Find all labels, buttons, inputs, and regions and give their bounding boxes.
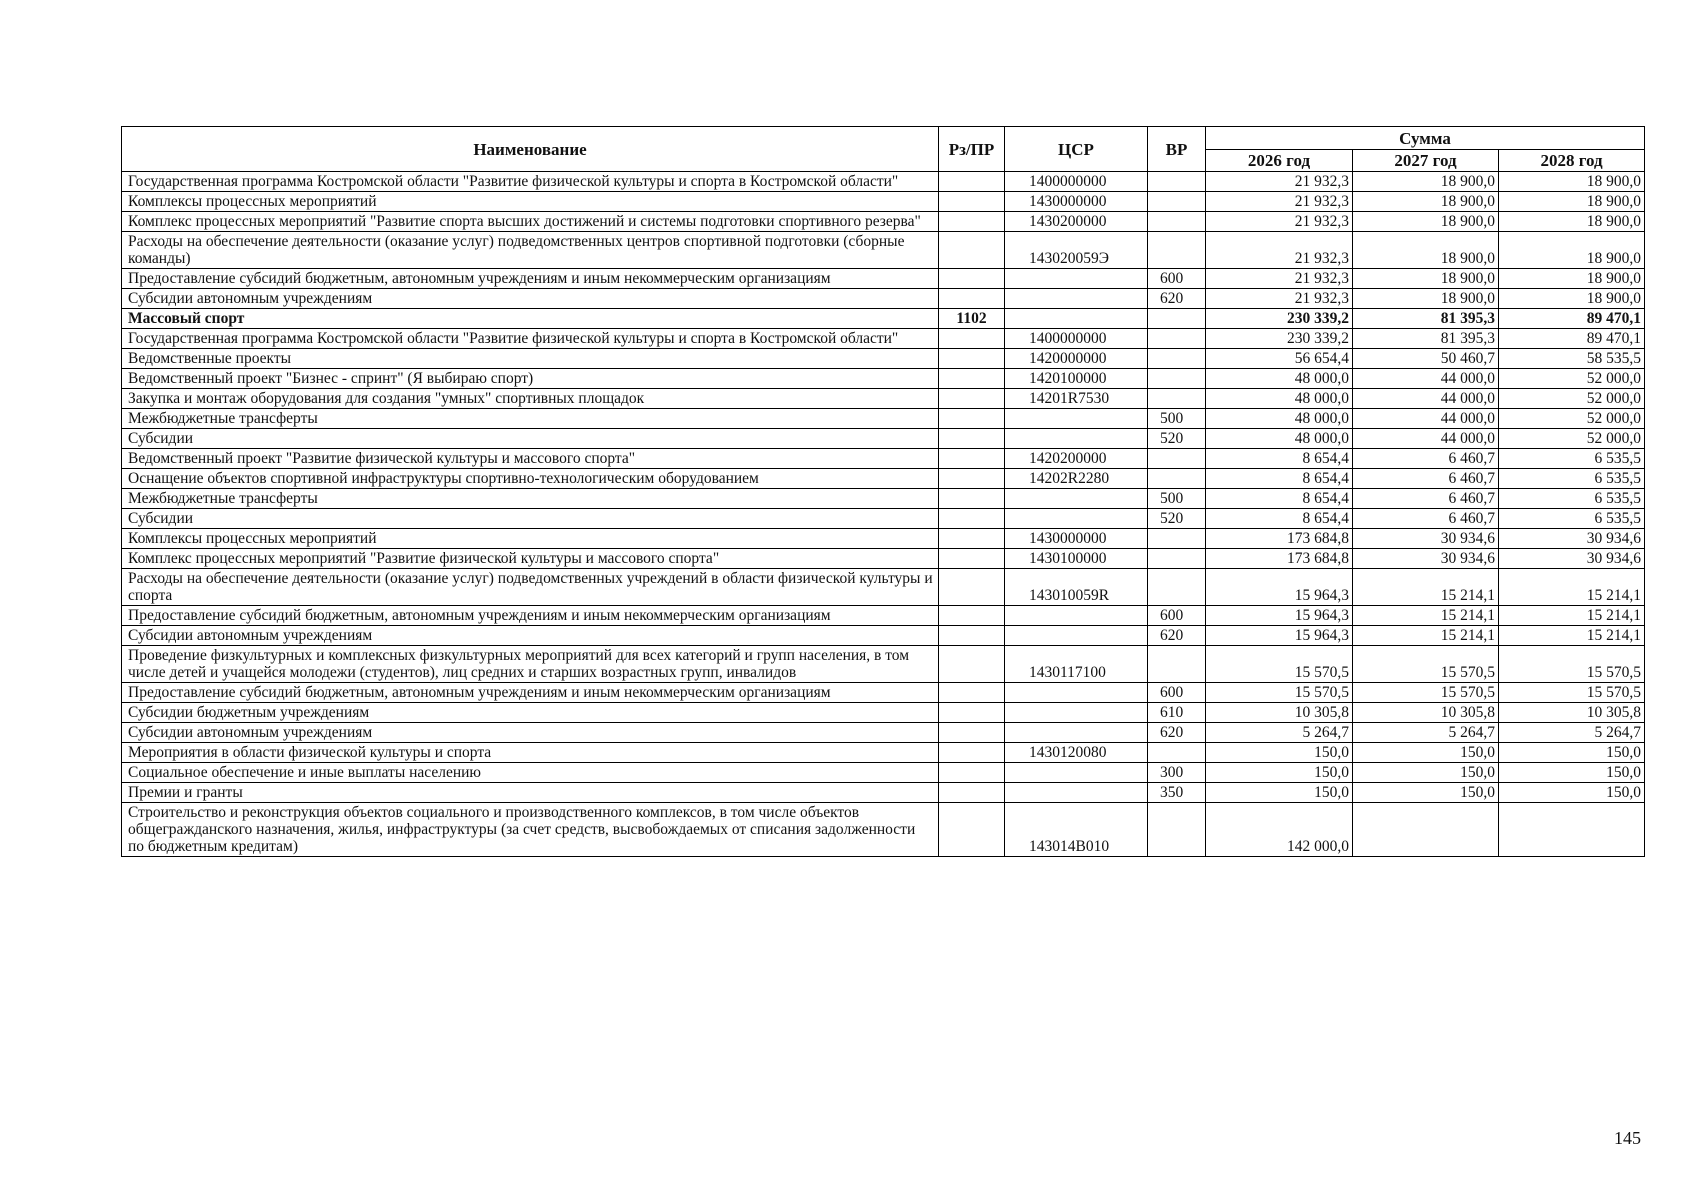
cell-2026: 150,0 bbox=[1206, 783, 1353, 803]
cell-rz-pr bbox=[939, 626, 1005, 646]
cell-2028: 5 264,7 bbox=[1499, 723, 1645, 743]
cell-2026: 15 964,3 bbox=[1206, 626, 1353, 646]
table-row bbox=[122, 569, 1645, 606]
cell-vr bbox=[1148, 529, 1206, 549]
cell-2026: 230 339,2 bbox=[1206, 309, 1353, 329]
cell-vr: 500 bbox=[1148, 409, 1206, 429]
cell-2028: 52 000,0 bbox=[1499, 409, 1645, 429]
cell-csr: 1420100000 bbox=[1005, 369, 1148, 389]
table-row bbox=[122, 469, 1645, 489]
header-year-2026: 2026 год bbox=[1206, 150, 1353, 172]
table-row bbox=[122, 369, 1645, 389]
cell-vr: 600 bbox=[1148, 269, 1206, 289]
cell-rz-pr bbox=[939, 192, 1005, 212]
cell-name: Субсидии автономным учреждениям bbox=[122, 289, 939, 309]
cell-csr bbox=[1005, 626, 1148, 646]
cell-2028: 15 570,5 bbox=[1499, 683, 1645, 703]
cell-vr: 520 bbox=[1148, 429, 1206, 449]
table-row bbox=[122, 646, 1645, 683]
cell-rz-pr bbox=[939, 703, 1005, 723]
cell-rz-pr bbox=[939, 763, 1005, 783]
cell-rz-pr bbox=[939, 369, 1005, 389]
cell-name: Массовый спорт bbox=[122, 309, 939, 329]
cell-rz-pr bbox=[939, 389, 1005, 409]
cell-2026: 56 654,4 bbox=[1206, 349, 1353, 369]
cell-2028: 52 000,0 bbox=[1499, 369, 1645, 389]
cell-2027: 81 395,3 bbox=[1353, 309, 1499, 329]
cell-vr bbox=[1148, 449, 1206, 469]
table-row bbox=[122, 192, 1645, 212]
cell-2028: 15 214,1 bbox=[1499, 626, 1645, 646]
cell-2027: 15 214,1 bbox=[1353, 606, 1499, 626]
cell-csr: 1420000000 bbox=[1005, 349, 1148, 369]
table-row bbox=[122, 172, 1645, 192]
cell-2028 bbox=[1499, 803, 1645, 857]
cell-csr bbox=[1005, 489, 1148, 509]
cell-2027: 15 570,5 bbox=[1353, 683, 1499, 703]
cell-name: Мероприятия в области физической культуры и спорта bbox=[122, 743, 939, 763]
cell-rz-pr bbox=[939, 509, 1005, 529]
cell-2028: 30 934,6 bbox=[1499, 549, 1645, 569]
cell-vr: 600 bbox=[1148, 606, 1206, 626]
cell-name: Предоставление субсидий бюджетным, автономным учреждениям и иным некоммерческим организациям bbox=[122, 606, 939, 626]
cell-vr: 610 bbox=[1148, 703, 1206, 723]
cell-2027: 18 900,0 bbox=[1353, 289, 1499, 309]
cell-2028: 15 214,1 bbox=[1499, 569, 1645, 606]
cell-2028: 15 214,1 bbox=[1499, 606, 1645, 626]
table-row bbox=[122, 783, 1645, 803]
cell-2026: 8 654,4 bbox=[1206, 489, 1353, 509]
cell-2028: 18 900,0 bbox=[1499, 192, 1645, 212]
cell-vr bbox=[1148, 212, 1206, 232]
cell-rz-pr bbox=[939, 489, 1005, 509]
cell-2027: 18 900,0 bbox=[1353, 269, 1499, 289]
cell-name: Субсидии bbox=[122, 509, 939, 529]
cell-vr: 620 bbox=[1148, 626, 1206, 646]
cell-csr bbox=[1005, 309, 1148, 329]
cell-csr bbox=[1005, 763, 1148, 783]
cell-2027: 15 214,1 bbox=[1353, 626, 1499, 646]
cell-vr bbox=[1148, 803, 1206, 857]
cell-rz-pr bbox=[939, 172, 1005, 192]
cell-name: Государственная программа Костромской области "Развитие физической культуры и спорта в Костромской области" bbox=[122, 172, 939, 192]
cell-vr bbox=[1148, 646, 1206, 683]
table-row bbox=[122, 389, 1645, 409]
cell-csr: 14201R7530 bbox=[1005, 389, 1148, 409]
cell-2027: 6 460,7 bbox=[1353, 469, 1499, 489]
cell-csr: 1430100000 bbox=[1005, 549, 1148, 569]
cell-2027: 81 395,3 bbox=[1353, 329, 1499, 349]
cell-name: Социальное обеспечение и иные выплаты населению bbox=[122, 763, 939, 783]
cell-name: Комплексы процессных мероприятий bbox=[122, 529, 939, 549]
cell-vr: 520 bbox=[1148, 509, 1206, 529]
cell-csr bbox=[1005, 683, 1148, 703]
table-row bbox=[122, 329, 1645, 349]
cell-2026: 21 932,3 bbox=[1206, 232, 1353, 269]
table-row bbox=[122, 803, 1645, 857]
cell-vr bbox=[1148, 192, 1206, 212]
cell-2027 bbox=[1353, 803, 1499, 857]
header-year-2027: 2027 год bbox=[1353, 150, 1499, 172]
cell-2028: 18 900,0 bbox=[1499, 172, 1645, 192]
table-row bbox=[122, 269, 1645, 289]
cell-2028: 150,0 bbox=[1499, 783, 1645, 803]
cell-2027: 150,0 bbox=[1353, 783, 1499, 803]
cell-2027: 10 305,8 bbox=[1353, 703, 1499, 723]
budget-table bbox=[121, 126, 1645, 857]
cell-2026: 150,0 bbox=[1206, 763, 1353, 783]
cell-rz-pr bbox=[939, 409, 1005, 429]
cell-vr bbox=[1148, 743, 1206, 763]
table-row bbox=[122, 703, 1645, 723]
cell-vr bbox=[1148, 389, 1206, 409]
cell-name: Ведомственный проект "Бизнес - спринт" (Я выбираю спорт) bbox=[122, 369, 939, 389]
cell-rz-pr bbox=[939, 606, 1005, 626]
cell-csr bbox=[1005, 783, 1148, 803]
cell-2028: 89 470,1 bbox=[1499, 329, 1645, 349]
header-vr: ВР bbox=[1148, 127, 1206, 172]
cell-vr bbox=[1148, 349, 1206, 369]
cell-csr bbox=[1005, 269, 1148, 289]
cell-2028: 18 900,0 bbox=[1499, 232, 1645, 269]
cell-2028: 15 570,5 bbox=[1499, 646, 1645, 683]
cell-name: Субсидии bbox=[122, 429, 939, 449]
cell-2028: 150,0 bbox=[1499, 743, 1645, 763]
cell-2027: 50 460,7 bbox=[1353, 349, 1499, 369]
cell-csr bbox=[1005, 606, 1148, 626]
header-year-2028: 2028 год bbox=[1499, 150, 1645, 172]
cell-name: Субсидии бюджетным учреждениям bbox=[122, 703, 939, 723]
cell-vr bbox=[1148, 329, 1206, 349]
table-row bbox=[122, 449, 1645, 469]
cell-csr: 143020059Э bbox=[1005, 232, 1148, 269]
table-row bbox=[122, 309, 1645, 329]
cell-2026: 230 339,2 bbox=[1206, 329, 1353, 349]
cell-2027: 18 900,0 bbox=[1353, 172, 1499, 192]
header-sum: Сумма bbox=[1206, 127, 1645, 150]
cell-rz-pr bbox=[939, 329, 1005, 349]
cell-2028: 6 535,5 bbox=[1499, 449, 1645, 469]
header-rz: Рз/ПР bbox=[939, 127, 1005, 172]
cell-csr bbox=[1005, 429, 1148, 449]
cell-rz-pr bbox=[939, 289, 1005, 309]
cell-name: Строительство и реконструкция объектов социального и производственного комплексов, в том числе объектов общегражданского назначения, жилья, инфраструктуры (за счет средств, высвобождаемых от списания задолженности по бюджетным кредитам) bbox=[122, 803, 939, 857]
cell-2028: 150,0 bbox=[1499, 763, 1645, 783]
cell-rz-pr bbox=[939, 783, 1005, 803]
cell-rz-pr bbox=[939, 683, 1005, 703]
cell-csr bbox=[1005, 509, 1148, 529]
cell-name: Предоставление субсидий бюджетным, автономным учреждениям и иным некоммерческим организациям bbox=[122, 683, 939, 703]
cell-2026: 21 932,3 bbox=[1206, 192, 1353, 212]
cell-2027: 44 000,0 bbox=[1353, 389, 1499, 409]
header-name: Наименование bbox=[122, 127, 939, 172]
cell-2026: 48 000,0 bbox=[1206, 369, 1353, 389]
cell-2027: 44 000,0 bbox=[1353, 369, 1499, 389]
cell-name: Предоставление субсидий бюджетным, автономным учреждениям и иным некоммерческим организациям bbox=[122, 269, 939, 289]
table-row bbox=[122, 429, 1645, 449]
cell-2027: 150,0 bbox=[1353, 743, 1499, 763]
cell-2026: 15 570,5 bbox=[1206, 646, 1353, 683]
cell-name: Комплекс процессных мероприятий "Развитие физической культуры и массового спорта" bbox=[122, 549, 939, 569]
cell-csr: 1430200000 bbox=[1005, 212, 1148, 232]
cell-2027: 15 570,5 bbox=[1353, 646, 1499, 683]
cell-2026: 48 000,0 bbox=[1206, 429, 1353, 449]
cell-2027: 44 000,0 bbox=[1353, 409, 1499, 429]
cell-2027: 15 214,1 bbox=[1353, 569, 1499, 606]
table-row bbox=[122, 626, 1645, 646]
table-row bbox=[122, 743, 1645, 763]
cell-2028: 58 535,5 bbox=[1499, 349, 1645, 369]
cell-2027: 6 460,7 bbox=[1353, 509, 1499, 529]
table-row bbox=[122, 232, 1645, 269]
cell-2027: 5 264,7 bbox=[1353, 723, 1499, 743]
cell-name: Расходы на обеспечение деятельности (оказание услуг) подведомственных учреждений в области физической культуры и спорта bbox=[122, 569, 939, 606]
cell-csr: 143010059R bbox=[1005, 569, 1148, 606]
cell-name: Субсидии автономным учреждениям bbox=[122, 626, 939, 646]
cell-vr bbox=[1148, 172, 1206, 192]
table-header bbox=[122, 127, 1645, 172]
table-row bbox=[122, 683, 1645, 703]
cell-2026: 142 000,0 bbox=[1206, 803, 1353, 857]
cell-2027: 30 934,6 bbox=[1353, 549, 1499, 569]
cell-csr: 14202R2280 bbox=[1005, 469, 1148, 489]
table-row bbox=[122, 549, 1645, 569]
cell-2026: 15 964,3 bbox=[1206, 606, 1353, 626]
cell-name: Межбюджетные трансферты bbox=[122, 489, 939, 509]
cell-vr bbox=[1148, 369, 1206, 389]
cell-name: Комплекс процессных мероприятий "Развитие спорта высших достижений и системы подготовки спортивного резерва" bbox=[122, 212, 939, 232]
header-csr: ЦСР bbox=[1005, 127, 1148, 172]
cell-2028: 89 470,1 bbox=[1499, 309, 1645, 329]
cell-rz-pr bbox=[939, 269, 1005, 289]
cell-name: Межбюджетные трансферты bbox=[122, 409, 939, 429]
cell-2026: 5 264,7 bbox=[1206, 723, 1353, 743]
cell-vr bbox=[1148, 569, 1206, 606]
cell-2026: 48 000,0 bbox=[1206, 389, 1353, 409]
table-row bbox=[122, 763, 1645, 783]
cell-rz-pr bbox=[939, 349, 1005, 369]
cell-csr: 1430000000 bbox=[1005, 529, 1148, 549]
cell-2026: 21 932,3 bbox=[1206, 289, 1353, 309]
cell-rz-pr bbox=[939, 549, 1005, 569]
cell-2027: 6 460,7 bbox=[1353, 489, 1499, 509]
cell-2028: 6 535,5 bbox=[1499, 469, 1645, 489]
cell-csr: 1420200000 bbox=[1005, 449, 1148, 469]
cell-vr bbox=[1148, 232, 1206, 269]
cell-name: Ведомственный проект "Развитие физической культуры и массового спорта" bbox=[122, 449, 939, 469]
cell-name: Закупка и монтаж оборудования для создания "умных" спортивных площадок bbox=[122, 389, 939, 409]
cell-rz-pr bbox=[939, 646, 1005, 683]
cell-2027: 44 000,0 bbox=[1353, 429, 1499, 449]
cell-vr: 350 bbox=[1148, 783, 1206, 803]
cell-csr bbox=[1005, 289, 1148, 309]
cell-2028: 52 000,0 bbox=[1499, 429, 1645, 449]
cell-2026: 21 932,3 bbox=[1206, 269, 1353, 289]
cell-rz-pr bbox=[939, 743, 1005, 763]
cell-csr: 1430000000 bbox=[1005, 192, 1148, 212]
cell-name: Премии и гранты bbox=[122, 783, 939, 803]
cell-2028: 18 900,0 bbox=[1499, 289, 1645, 309]
table-row bbox=[122, 606, 1645, 626]
cell-rz-pr bbox=[939, 449, 1005, 469]
table-body bbox=[122, 172, 1645, 857]
cell-2026: 8 654,4 bbox=[1206, 509, 1353, 529]
cell-rz-pr: 1102 bbox=[939, 309, 1005, 329]
cell-vr: 300 bbox=[1148, 763, 1206, 783]
cell-csr: 143014В010 bbox=[1005, 803, 1148, 857]
cell-2028: 6 535,5 bbox=[1499, 509, 1645, 529]
cell-rz-pr bbox=[939, 529, 1005, 549]
cell-2028: 18 900,0 bbox=[1499, 212, 1645, 232]
cell-csr: 1430117100 bbox=[1005, 646, 1148, 683]
cell-2026: 21 932,3 bbox=[1206, 172, 1353, 192]
cell-2028: 10 305,8 bbox=[1499, 703, 1645, 723]
table-row bbox=[122, 489, 1645, 509]
table-row bbox=[122, 529, 1645, 549]
cell-name: Оснащение объектов спортивной инфраструктуры спортивно-технологическим оборудованием bbox=[122, 469, 939, 489]
cell-name: Ведомственные проекты bbox=[122, 349, 939, 369]
cell-rz-pr bbox=[939, 212, 1005, 232]
cell-2026: 150,0 bbox=[1206, 743, 1353, 763]
cell-csr bbox=[1005, 703, 1148, 723]
cell-2027: 18 900,0 bbox=[1353, 192, 1499, 212]
cell-name: Государственная программа Костромской области "Развитие физической культуры и спорта в Костромской области" bbox=[122, 329, 939, 349]
cell-2028: 18 900,0 bbox=[1499, 269, 1645, 289]
cell-rz-pr bbox=[939, 803, 1005, 857]
cell-csr bbox=[1005, 723, 1148, 743]
cell-rz-pr bbox=[939, 429, 1005, 449]
cell-2026: 15 570,5 bbox=[1206, 683, 1353, 703]
table-row bbox=[122, 509, 1645, 529]
cell-vr bbox=[1148, 549, 1206, 569]
page-number: 145 bbox=[1614, 1128, 1641, 1148]
cell-vr: 620 bbox=[1148, 289, 1206, 309]
cell-csr: 1400000000 bbox=[1005, 172, 1148, 192]
cell-vr: 620 bbox=[1148, 723, 1206, 743]
cell-rz-pr bbox=[939, 469, 1005, 489]
table-row bbox=[122, 409, 1645, 429]
cell-2027: 30 934,6 bbox=[1353, 529, 1499, 549]
cell-2026: 8 654,4 bbox=[1206, 449, 1353, 469]
cell-2026: 10 305,8 bbox=[1206, 703, 1353, 723]
cell-2027: 6 460,7 bbox=[1353, 449, 1499, 469]
table-row bbox=[122, 723, 1645, 743]
cell-2028: 52 000,0 bbox=[1499, 389, 1645, 409]
cell-2026: 21 932,3 bbox=[1206, 212, 1353, 232]
cell-2028: 6 535,5 bbox=[1499, 489, 1645, 509]
cell-vr bbox=[1148, 309, 1206, 329]
cell-rz-pr bbox=[939, 569, 1005, 606]
table-row bbox=[122, 212, 1645, 232]
table-row bbox=[122, 349, 1645, 369]
cell-csr: 1400000000 bbox=[1005, 329, 1148, 349]
cell-2026: 15 964,3 bbox=[1206, 569, 1353, 606]
cell-vr: 600 bbox=[1148, 683, 1206, 703]
cell-csr bbox=[1005, 409, 1148, 429]
cell-rz-pr bbox=[939, 232, 1005, 269]
cell-2026: 8 654,4 bbox=[1206, 469, 1353, 489]
cell-name: Проведение физкультурных и комплексных физкультурных мероприятий для всех категорий и групп населения, в том числе детей и учащейся молодежи (студентов), лиц средних и старших возрастных групп, инвалидов bbox=[122, 646, 939, 683]
cell-2027: 18 900,0 bbox=[1353, 212, 1499, 232]
cell-2026: 173 684,8 bbox=[1206, 529, 1353, 549]
cell-csr: 1430120080 bbox=[1005, 743, 1148, 763]
cell-rz-pr bbox=[939, 723, 1005, 743]
cell-name: Субсидии автономным учреждениям bbox=[122, 723, 939, 743]
cell-vr: 500 bbox=[1148, 489, 1206, 509]
cell-vr bbox=[1148, 469, 1206, 489]
cell-name: Комплексы процессных мероприятий bbox=[122, 192, 939, 212]
cell-2026: 173 684,8 bbox=[1206, 549, 1353, 569]
cell-name: Расходы на обеспечение деятельности (оказание услуг) подведомственных центров спортивной подготовки (сборные команды) bbox=[122, 232, 939, 269]
cell-2026: 48 000,0 bbox=[1206, 409, 1353, 429]
cell-2027: 150,0 bbox=[1353, 763, 1499, 783]
table-row bbox=[122, 289, 1645, 309]
cell-2028: 30 934,6 bbox=[1499, 529, 1645, 549]
cell-2027: 18 900,0 bbox=[1353, 232, 1499, 269]
